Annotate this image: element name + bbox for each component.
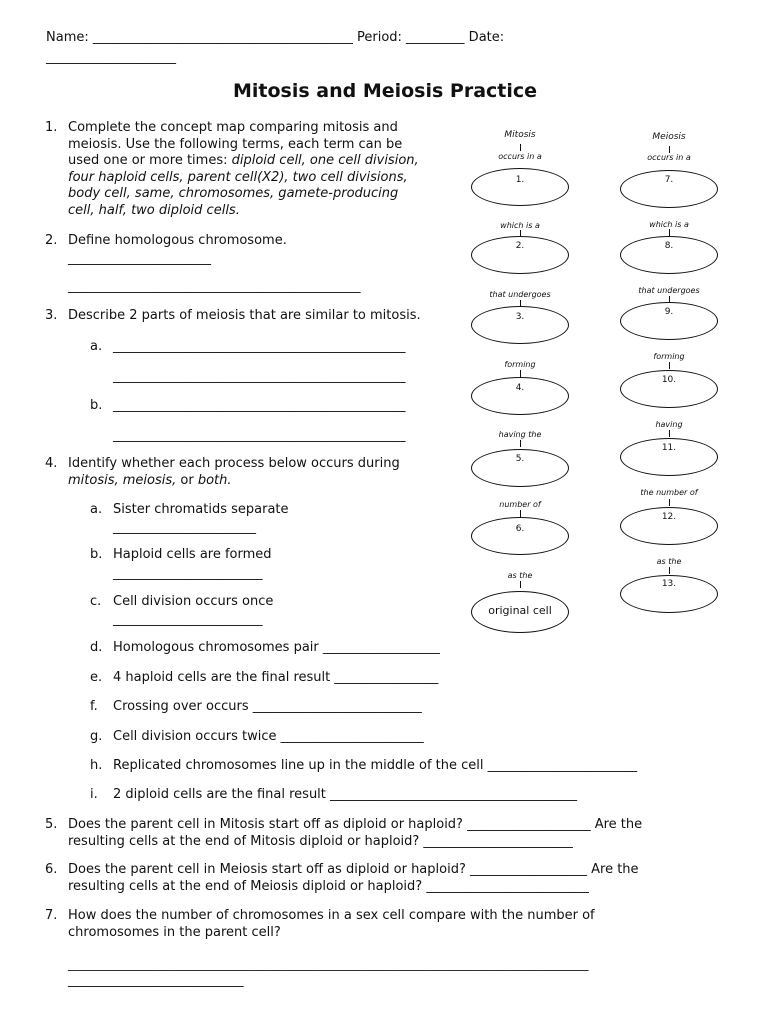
question-number: 5. — [45, 817, 58, 832]
q1-line-3 — [68, 153, 419, 170]
q4-or: or — [176, 472, 198, 488]
map-oval-number: 3. — [515, 312, 525, 322]
q4-italic-1: mitosis, meiosis, — [68, 472, 177, 488]
map-oval-number: 7. — [664, 175, 674, 185]
map-connector — [669, 430, 670, 437]
answer-blank[interactable]: ___________________________ — [68, 973, 244, 988]
answer-blank[interactable]: _______________________ — [113, 612, 263, 627]
map-connector — [520, 581, 521, 588]
q1-line-1: Complete the concept map comparing mitosis and — [68, 120, 398, 135]
map-connector — [669, 229, 670, 236]
map-oval-number: 11. — [661, 443, 677, 453]
item-with-blank[interactable]: Crossing over occurs __________________________ — [113, 699, 422, 714]
map-link-label: having the — [498, 430, 542, 439]
question-2-text: Define homologous chromosome. — [68, 233, 287, 248]
question-number: 4. — [45, 456, 58, 471]
q1-line-5 — [68, 186, 419, 203]
answer-blank[interactable]: _____________________________________________ — [113, 339, 406, 354]
map-heading-mitosis: Mitosis — [504, 130, 536, 140]
map-connector — [520, 370, 521, 377]
map-connector — [669, 567, 670, 574]
map-link-label: forming — [653, 352, 685, 361]
answer-blank[interactable]: _____________________________________________ — [113, 369, 406, 384]
q4-line-1: Identify whether each process below occurs during — [68, 456, 400, 471]
map-link-label: occurs in a — [647, 153, 691, 162]
map-connector — [520, 510, 521, 517]
q1-line-3-text: used one or more times: — [68, 153, 232, 168]
q5-line-2: resulting cells at the end of Mitosis diploid or haploid? _______________________ — [68, 833, 573, 849]
map-link-label: the number of — [640, 488, 698, 497]
map-oval-number: 6. — [515, 524, 525, 534]
map-oval-number: 5. — [515, 454, 525, 464]
question-4-text — [68, 456, 400, 489]
map-connector — [520, 440, 521, 447]
question-number: 1. — [45, 120, 58, 135]
answer-blank[interactable]: _____________________________________________ — [113, 398, 406, 413]
map-oval-1[interactable] — [471, 168, 569, 206]
map-link-label: that undergoes — [638, 286, 700, 295]
map-link-label: number of — [499, 500, 541, 509]
map-link-label: forming — [504, 360, 536, 369]
question-5-text[interactable] — [68, 817, 642, 850]
map-connector — [669, 146, 670, 153]
map-oval-number: 2. — [515, 241, 525, 251]
sub-letter: h. — [90, 758, 103, 773]
map-link-label: which is a — [500, 221, 540, 230]
sub-letter: a. — [90, 502, 103, 517]
item-with-blank[interactable]: 2 diploid cells are the final result ______________________________________ — [113, 787, 578, 802]
map-link-label: as the — [507, 571, 533, 580]
map-oval-number: 10. — [661, 375, 677, 385]
map-connector — [520, 144, 521, 151]
q1-line-4 — [68, 170, 419, 187]
date-blank[interactable]: ____________________ — [46, 50, 176, 65]
q7-line-1: How does the number of chromosomes in a sex cell compare with the number of — [68, 908, 595, 923]
map-link-label: as the — [656, 557, 682, 566]
item-with-blank[interactable]: Replicated chromosomes line up in the middle of the cell _______________________ — [113, 758, 638, 773]
q6-line-2: resulting cells at the end of Meiosis diploid or haploid? _________________________ — [68, 878, 589, 894]
concept-map — [455, 120, 745, 640]
item-text: Sister chromatids separate — [113, 502, 289, 517]
question-number: 7. — [45, 908, 58, 923]
answer-blank[interactable]: ______________________ — [68, 251, 211, 266]
sub-letter: g. — [90, 729, 103, 744]
name-period-date-line[interactable]: Name: ________________________________________ Period: _________ Date: — [46, 30, 505, 45]
map-oval-number: 1. — [515, 175, 525, 185]
map-heading-meiosis: Meiosis — [652, 132, 686, 142]
q4-italic-2: both. — [197, 472, 232, 488]
question-1-text — [68, 120, 419, 219]
q1-terms-4: four haploid cells, parent cell(X2), two cell divisions, — [68, 169, 408, 185]
item-text: Cell division occurs once — [113, 594, 274, 609]
map-connector — [669, 362, 670, 369]
q1-line-3-terms: diploid cell, one cell division, — [231, 153, 419, 168]
answer-blank[interactable]: _____________________________________________ — [68, 279, 361, 294]
question-number: 3. — [45, 308, 58, 323]
map-original-cell-label: original cell — [488, 604, 552, 617]
q1-terms-5: body cell, same, chromosomes, gamete-producing — [68, 186, 399, 201]
map-connector — [669, 499, 670, 506]
q1-line-6 — [68, 203, 419, 220]
item-with-blank[interactable]: 4 haploid cells are the final result ________________ — [113, 670, 439, 685]
sub-letter: i. — [90, 787, 98, 802]
sub-letter-a: a. — [90, 339, 103, 354]
map-oval-6[interactable] — [471, 517, 569, 555]
sub-letter: c. — [90, 594, 102, 609]
answer-blank[interactable]: ____________________________________________________________________________________ — [68, 956, 589, 971]
q4-line-2 — [68, 473, 400, 490]
sub-letter-b: b. — [90, 398, 103, 413]
sub-letter: d. — [90, 640, 103, 655]
question-number: 6. — [45, 862, 58, 877]
map-link-label: which is a — [649, 220, 689, 229]
question-number: 2. — [45, 233, 58, 248]
question-7-text — [68, 908, 595, 941]
answer-blank[interactable]: _______________________ — [113, 566, 263, 581]
q7-line-2: chromosomes in the parent cell? — [68, 924, 281, 940]
page-title: Mitosis and Meiosis Practice — [232, 80, 538, 102]
sub-letter: e. — [90, 670, 103, 685]
question-3-text: Describe 2 parts of meiosis that are similar to mitosis. — [68, 308, 421, 323]
answer-blank[interactable]: _____________________________________________ — [113, 428, 406, 443]
sub-letter: f. — [90, 699, 98, 714]
item-with-blank[interactable]: Cell division occurs twice ______________________ — [113, 729, 424, 744]
sub-letter: b. — [90, 547, 103, 562]
q6-line-1: Does the parent cell in Meiosis start off as diploid or haploid? __________________ Are the — [68, 862, 639, 877]
map-oval-number: 13. — [661, 579, 677, 589]
map-oval-number: 4. — [515, 383, 525, 393]
map-oval-number: 8. — [664, 241, 674, 251]
item-with-blank[interactable]: Homologous chromosomes pair __________________ — [113, 640, 440, 655]
map-link-label: that undergoes — [489, 290, 551, 299]
q1-line-2: meiosis. Use the following terms, each term can be — [68, 136, 403, 152]
answer-blank[interactable]: ______________________ — [113, 520, 256, 535]
map-link-label: having — [655, 420, 683, 429]
item-text: Haploid cells are formed — [113, 547, 272, 562]
question-6-text[interactable] — [68, 862, 639, 895]
map-oval-number: 9. — [664, 307, 674, 317]
map-oval-number: 12. — [661, 512, 677, 522]
q1-terms-6: cell, half, two diploid cells. — [68, 202, 240, 218]
map-link-label: occurs in a — [498, 152, 542, 161]
q5-line-1: Does the parent cell in Mitosis start off as diploid or haploid? ___________________ Are the — [68, 817, 643, 832]
